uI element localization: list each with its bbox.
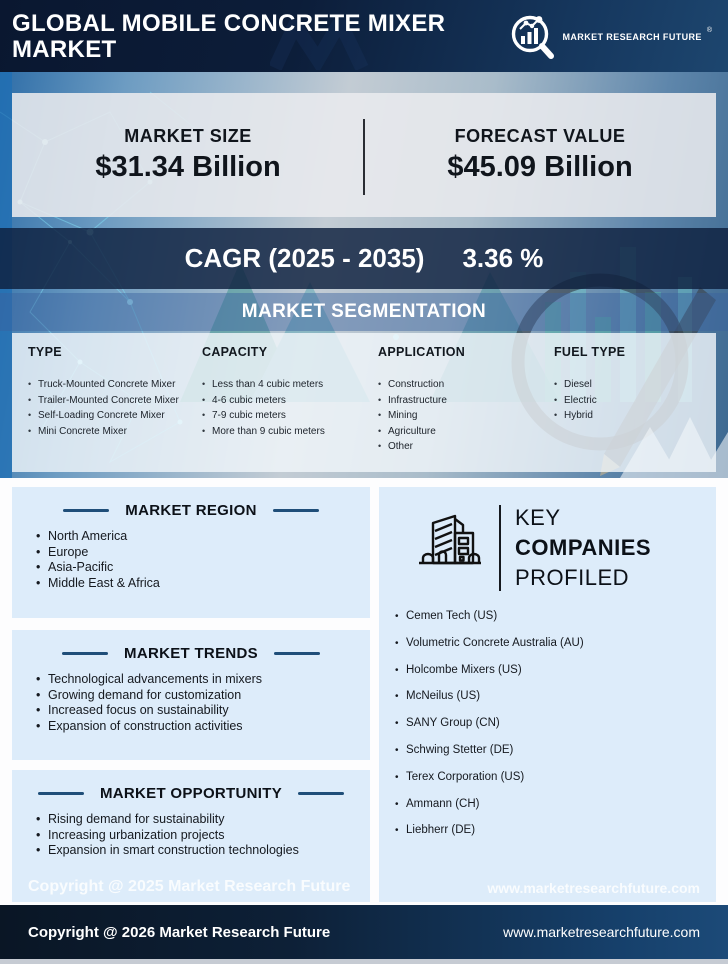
- segmentation-column-application: [378, 345, 554, 472]
- forecast-value-value: $45.09 Billion: [447, 151, 633, 183]
- brand-logo: [508, 13, 714, 61]
- segmentation-column-type: [28, 345, 202, 472]
- list-item: • Hybrid: [554, 408, 716, 424]
- list-item: • Volumetric Concrete Australia (AU): [395, 636, 716, 651]
- card-header: [12, 785, 370, 802]
- dash-decoration: [273, 509, 319, 512]
- list-item: • Asia-Pacific: [36, 560, 370, 576]
- cagr-banner: [0, 228, 728, 289]
- list-item: • Mining: [378, 408, 554, 424]
- key-companies-title-line2: COMPANIES: [515, 535, 652, 560]
- vertical-divider: [499, 505, 501, 591]
- key-companies-header: [417, 503, 716, 593]
- list-item: • 7-9 cubic meters: [202, 408, 378, 424]
- footer-bottom-strip: [0, 959, 728, 964]
- buildings-icon: [417, 509, 483, 573]
- list-item: • Expansion in smart construction technologies: [36, 843, 370, 859]
- list-item: • North America: [36, 529, 370, 545]
- forecast-value-stat: [364, 93, 716, 217]
- market-trends-card: [12, 630, 370, 760]
- list-item: • Construction: [378, 377, 554, 393]
- market-stats-panel: [12, 93, 716, 217]
- list-item: • SANY Group (CN): [395, 716, 716, 731]
- list-item: • Middle East & Africa: [36, 576, 370, 592]
- segmentation-column-fuel-type: [554, 345, 716, 472]
- segmentation-heading: FUEL TYPE: [554, 345, 626, 359]
- list-item: • 4-6 cubic meters: [202, 393, 378, 409]
- list-item: • Diesel: [554, 377, 716, 393]
- list-item: • Electric: [554, 393, 716, 409]
- market-region-card: [12, 487, 370, 618]
- segmentation-panel: [12, 333, 716, 472]
- list-item: • Trailer-Mounted Concrete Mixer: [28, 393, 202, 409]
- list-item: • Growing demand for customization: [36, 688, 370, 704]
- market-size-value: $31.34 Billion: [95, 151, 281, 183]
- list-item: • Other: [378, 439, 554, 455]
- dash-decoration: [38, 792, 84, 795]
- footer-copyright: Copyright @ 2026 Market Research Future: [28, 923, 331, 941]
- market-trends-title: MARKET TRENDS: [124, 645, 258, 662]
- segmentation-heading: TYPE: [28, 345, 62, 359]
- list-item: • Truck-Mounted Concrete Mixer: [28, 377, 202, 393]
- segmentation-list: [554, 377, 716, 424]
- registered-trademark: ®: [706, 26, 712, 34]
- page-title: GLOBAL MOBILE CONCRETE MIXER MARKET: [12, 10, 446, 63]
- card-header: [12, 645, 370, 662]
- market-opportunity-title: MARKET OPPORTUNITY: [99, 785, 283, 802]
- segmentation-heading: CAPACITY: [202, 345, 268, 359]
- footer: [0, 905, 728, 959]
- watermark-website-link[interactable]: www.marketresearchfuture.com: [487, 880, 700, 896]
- market-region-title: MARKET REGION: [125, 502, 257, 519]
- stats-divider: [363, 119, 365, 195]
- dash-decoration: [298, 792, 344, 795]
- list-item: • Cemen Tech (US): [395, 609, 716, 624]
- list-item: • Infrastructure: [378, 393, 554, 409]
- segmentation-list: [28, 377, 202, 439]
- market-trends-list: [36, 672, 370, 735]
- list-item: • More than 9 cubic meters: [202, 424, 378, 440]
- segmentation-list: [202, 377, 378, 439]
- list-item: • McNeilus (US): [395, 689, 716, 704]
- header: [0, 0, 728, 72]
- brand-name: MARKET RESEARCH FUTURE: [562, 32, 702, 42]
- list-item: • Schwing Stetter (DE): [395, 743, 716, 758]
- list-item: • Technological advancements in mixers: [36, 672, 370, 688]
- segmentation-list: [378, 377, 554, 455]
- key-companies-title-line1: KEY: [515, 505, 561, 530]
- dash-decoration: [274, 652, 320, 655]
- list-item: • Agriculture: [378, 424, 554, 440]
- list-item: • Increased focus on sustainability: [36, 703, 370, 719]
- market-size-label: MARKET SIZE: [124, 126, 252, 146]
- list-item: • Ammann (CH): [395, 797, 716, 812]
- list-item: • Increasing urbanization projects: [36, 828, 370, 844]
- cagr-label: CAGR (2025 - 2035): [184, 243, 425, 273]
- list-item: • Self-Loading Concrete Mixer: [28, 408, 202, 424]
- hero-band: [0, 72, 728, 478]
- list-item: • Liebherr (DE): [395, 823, 716, 838]
- mrfr-magnifier-chart-icon: [508, 13, 556, 61]
- key-companies-title: [515, 503, 651, 593]
- list-item: • Expansion of construction activities: [36, 719, 370, 735]
- segmentation-title: MARKET SEGMENTATION: [0, 293, 728, 331]
- key-companies-title-line3: PROFILED: [515, 565, 630, 590]
- list-item: • Holcombe Mixers (US): [395, 663, 716, 678]
- list-item: • Mini Concrete Mixer: [28, 424, 202, 440]
- market-opportunity-list: [36, 812, 370, 859]
- list-item: • Terex Corporation (US): [395, 770, 716, 785]
- list-item: • Europe: [36, 545, 370, 561]
- footer-website-link[interactable]: www.marketresearchfuture.com: [503, 924, 700, 940]
- forecast-value-label: FORECAST VALUE: [454, 126, 626, 146]
- market-size-stat: [12, 93, 364, 217]
- segmentation-heading: APPLICATION: [378, 345, 466, 359]
- watermark-copyright: Copyright @ 2025 Market Research Future: [28, 878, 351, 895]
- companies-list: [395, 609, 716, 838]
- market-region-list: [36, 529, 370, 592]
- cagr-value: 3.36 %: [462, 243, 544, 273]
- list-item: • Less than 4 cubic meters: [202, 377, 378, 393]
- key-companies-card: [379, 487, 716, 902]
- segmentation-column-capacity: [202, 345, 378, 472]
- card-header: [12, 502, 370, 519]
- dash-decoration: [62, 652, 108, 655]
- details-section: [0, 478, 728, 905]
- list-item: • Rising demand for sustainability: [36, 812, 370, 828]
- dash-decoration: [63, 509, 109, 512]
